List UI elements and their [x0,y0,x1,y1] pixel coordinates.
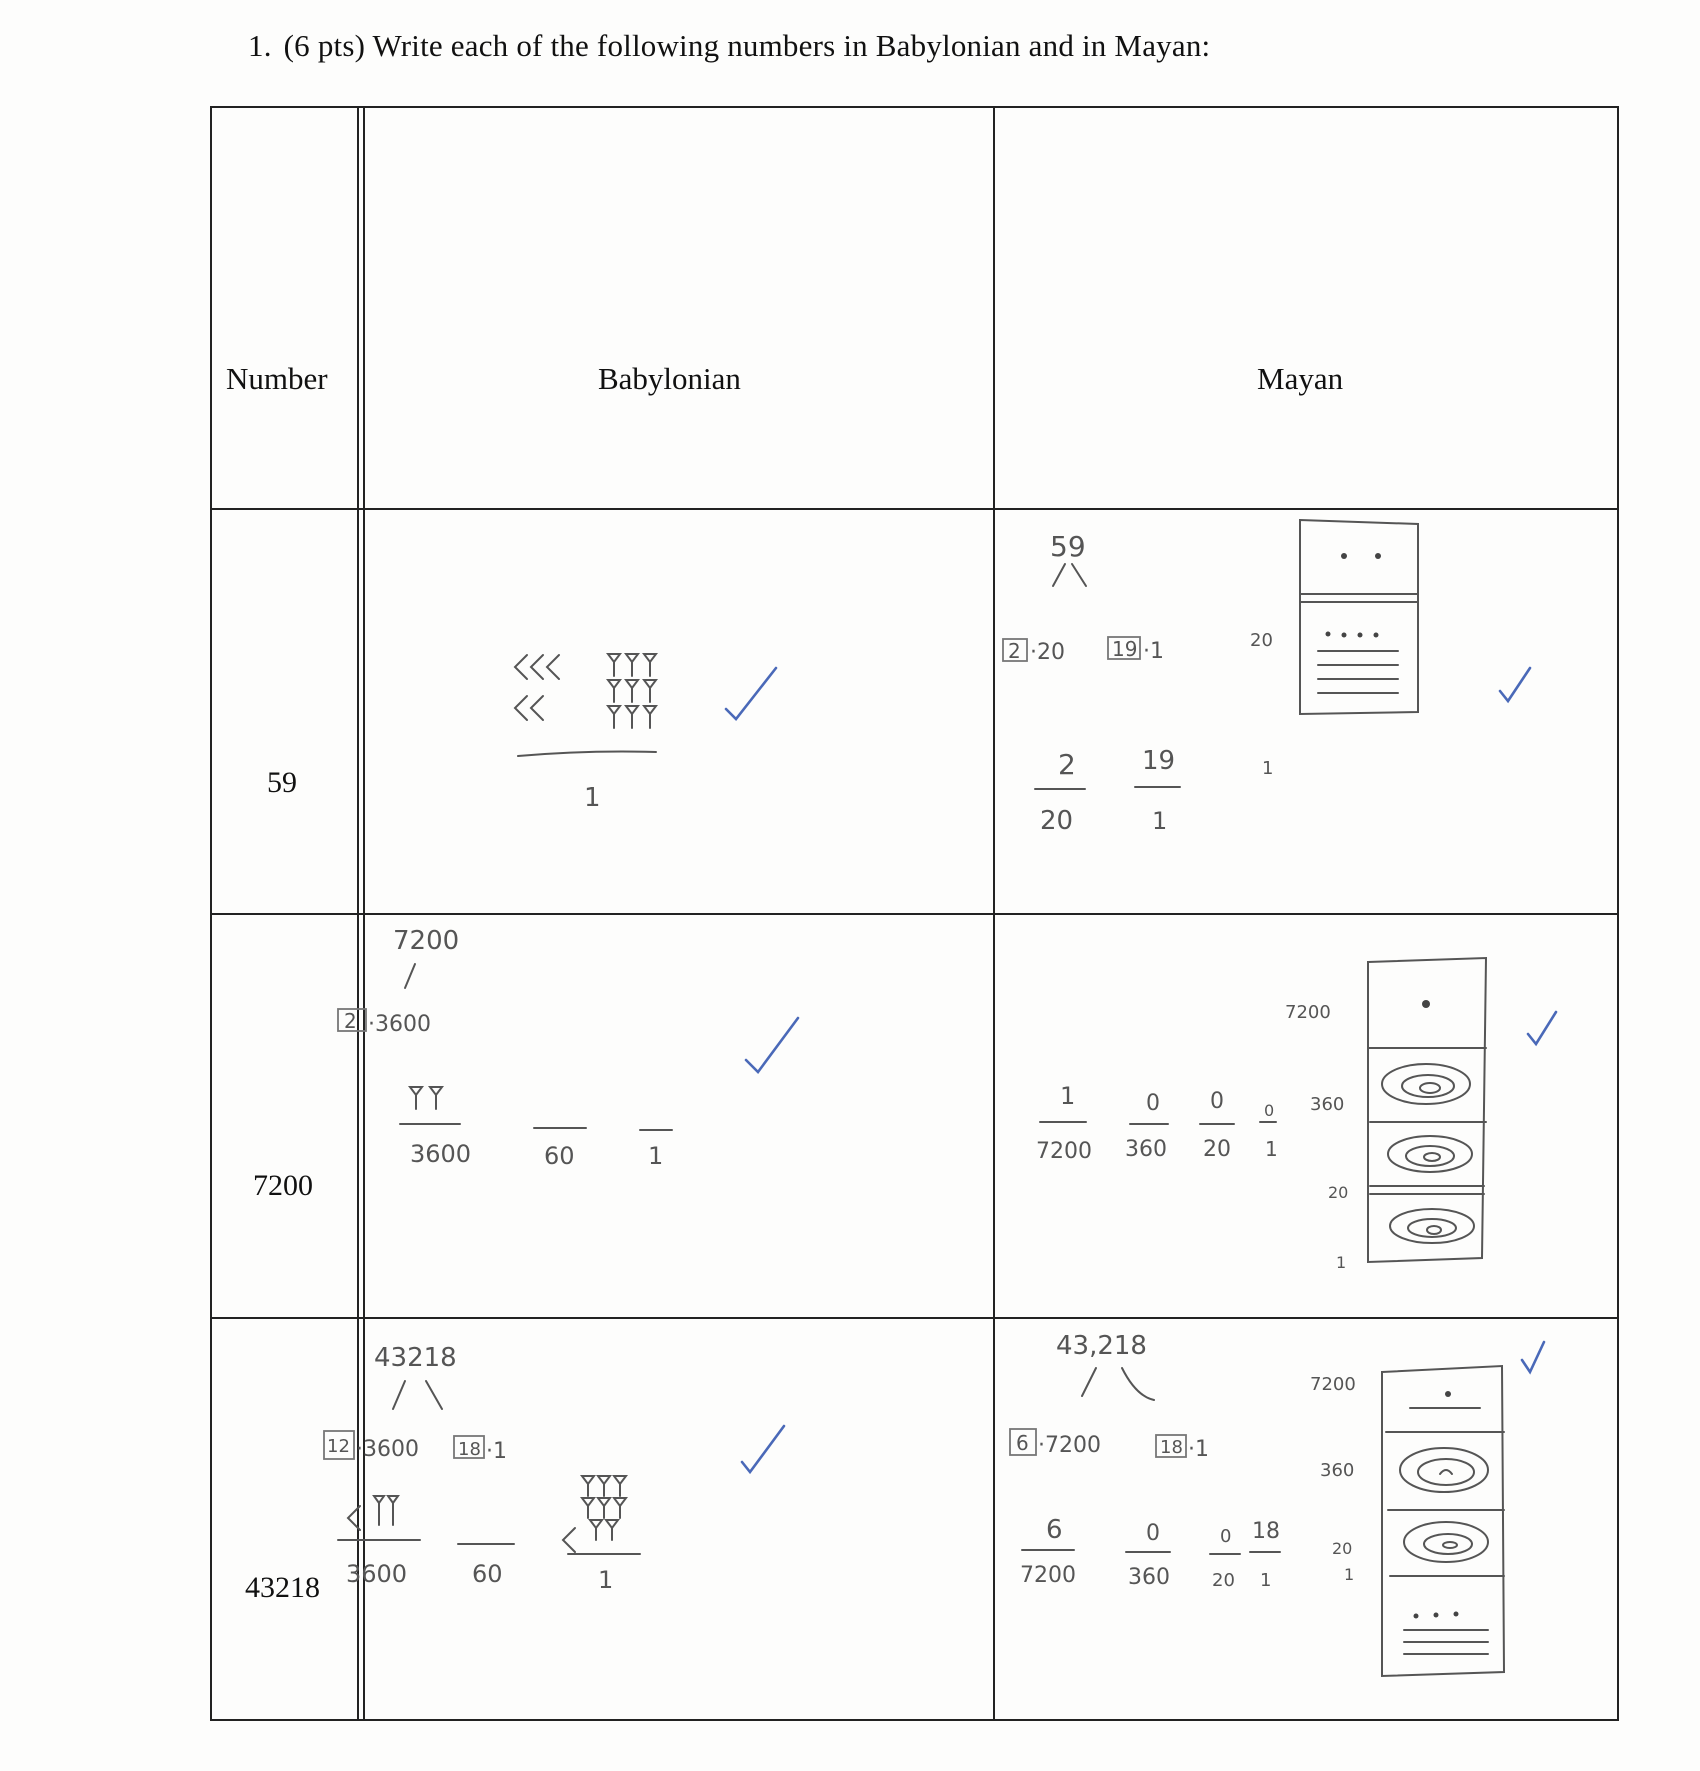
row-3-number: 43218 [245,1571,320,1604]
row-3-may-place-1: 7200 [1020,1563,1076,1588]
row-1-number: 59 [267,766,297,799]
row-2-may-side-7200: 7200 [1285,1002,1331,1023]
row-3-babylonian-answer [324,1343,784,1594]
row-1-bab-place-1: 1 [584,783,601,813]
grader-check-icon [726,668,776,719]
row-1-may-digit-1: 2 [1058,748,1076,781]
answer-table [210,106,1619,1721]
row-1-may-place-1: 20 [1040,806,1074,836]
row-2-may-digit-1: 1 [1060,1082,1076,1110]
row-3-may-side-360: 360 [1320,1460,1355,1481]
row-2-bab-decomp-place: ·3600 [368,1012,431,1037]
row-2-may-side-1: 1 [1336,1253,1347,1272]
row-3-may-side-20: 20 [1332,1539,1353,1558]
row-3-may-side-1: 1 [1344,1565,1355,1584]
row-1-may-side-1: 1 [1262,758,1274,779]
row-2-may-digit-3: 0 [1210,1089,1224,1114]
row-2-may-side-360: 360 [1310,1094,1345,1115]
row-1-may-digit-2: 19 [1142,746,1176,776]
header-mayan: Mayan [1257,361,1344,396]
row-1-may-decomp-a-place: ·20 [1030,640,1065,665]
row-3-bab-place-60: 60 [472,1560,503,1588]
row-3-may-place-4: 1 [1260,1570,1272,1591]
row-3-may-place-3: 20 [1212,1570,1235,1591]
row-2-may-place-4: 1 [1265,1137,1278,1161]
row-2-may-place-2: 360 [1125,1137,1167,1162]
row-3-may-work-top: 43,218 [1056,1331,1147,1361]
row-2-may-side-20: 20 [1328,1183,1349,1202]
row-3-may-digit-4: 18 [1252,1519,1280,1544]
row-3-bab-decomp-b-place: ·1 [486,1439,507,1464]
row-1-may-work-top: 59 [1050,530,1086,563]
grader-check-icon [746,1018,798,1072]
row-3-may-decomp-a-place: ·7200 [1038,1433,1101,1458]
row-2-bab-place-3600: 3600 [410,1140,472,1168]
grader-check-icon [1500,668,1530,701]
handwritten-work [210,106,1619,1721]
row-2-mayan-answer [1036,958,1556,1272]
row-3-may-decomp-a-digit: 6 [1016,1431,1029,1455]
row-2-may-place-3: 20 [1203,1137,1231,1162]
grader-check-icon [742,1426,784,1472]
row-1-may-decomp-b-digit: 19 [1112,637,1138,661]
row-3-may-place-2: 360 [1128,1565,1170,1590]
row-2-may-digit-4: 0 [1264,1101,1275,1120]
header-babylonian: Babylonian [598,361,741,396]
row-2-may-digit-2: 0 [1146,1091,1160,1116]
row-2-babylonian-answer [338,926,798,1170]
row-3-may-digit-1: 6 [1046,1515,1063,1545]
row-3-bab-work-top: 43218 [374,1343,457,1373]
row-3-bab-decomp-a-digit: 12 [327,1436,350,1457]
row-3-may-digit-3: 0 [1220,1526,1232,1547]
row-1-mayan-answer [1003,520,1530,836]
row-1-may-decomp-b-place: ·1 [1143,639,1164,664]
row-2-bab-place-1: 1 [648,1142,664,1170]
row-1-babylonian-answer [515,654,776,813]
row-3-bab-decomp-b-digit: 18 [458,1439,481,1460]
row-1-may-place-2: 1 [1152,807,1168,835]
row-2-bab-work-top: 7200 [393,926,460,956]
row-2-may-place-1: 7200 [1036,1139,1092,1164]
row-3-mayan-answer [1010,1331,1544,1676]
row-2-number: 7200 [253,1169,313,1202]
row-1-may-decomp-a-digit: 2 [1008,639,1021,663]
grader-check-icon [1528,1012,1556,1044]
grader-check-icon [1522,1342,1544,1372]
row-3-may-decomp-b-digit: 18 [1160,1437,1183,1458]
row-3-may-decomp-b-place: ·1 [1188,1437,1209,1462]
row-3-bab-decomp-a-place: ·3600 [356,1437,419,1462]
question-text: (6 pts) Write each of the following numbers in Babylonian and in Mayan: [283,28,1211,63]
row-3-bab-place-3600: 3600 [346,1560,408,1588]
row-1-may-side-20: 20 [1250,630,1273,651]
row-2-bab-decomp-digit: 2 [344,1009,357,1033]
question-number: 1. [248,28,272,63]
header-number: Number [226,361,328,396]
row-3-may-digit-2: 0 [1146,1521,1160,1546]
row-2-bab-place-60: 60 [544,1142,575,1170]
row-3-bab-place-1: 1 [598,1566,614,1594]
question-prompt [248,28,1210,64]
row-3-may-side-7200: 7200 [1310,1374,1356,1395]
